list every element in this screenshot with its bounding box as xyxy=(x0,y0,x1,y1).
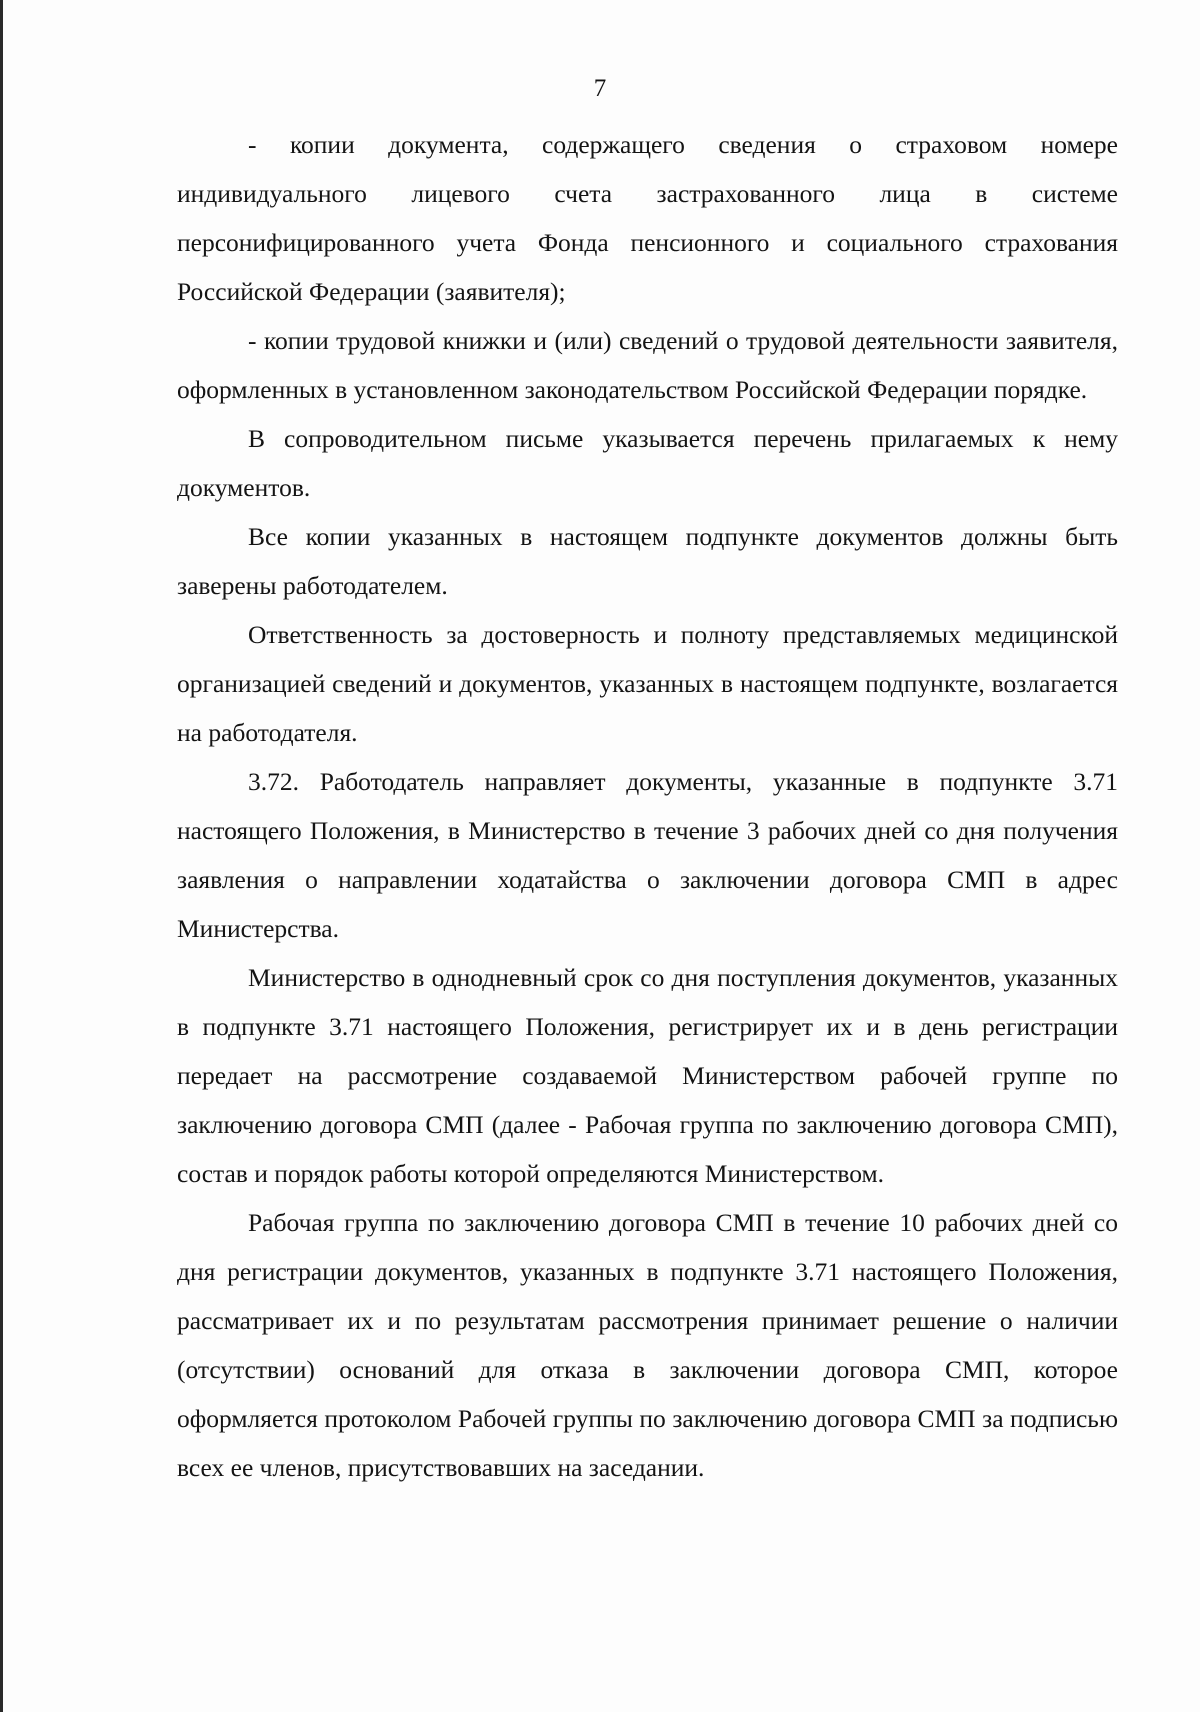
paragraph-ministry-registration: Министерство в однодневный срок со дня поступления документов, указанных в подпункте 3.71 настоящего Положения, регистрирует их и в день регистрации передает на рассмотрение создаваемой Министерством рабочей группе по заключению договора СМП (далее - Рабочая группа по заключению договора СМП), состав и порядок работы которой определяются Министерством. xyxy=(177,963,1118,1188)
paragraph-clause-3-72: 3.72. Работодатель направляет документы, указанные в подпункте 3.71 настоящего Положения, в Министерство в течение 3 рабочих дней со дня получения заявления о направлении ходатайства о заключении договора СМП в адрес Министерства. xyxy=(177,767,1118,943)
scan-edge xyxy=(0,0,3,1712)
paragraph-working-group-decision: Рабочая группа по заключению договора СМП в течение 10 рабочих дней со дня регистрации документов, указанных в подпункте 3.71 настоящего Положения, рассматривает их и по результатам рассмотрения принимает решение о наличии (отсутствии) оснований для отказа в заключении договора СМП, которое оформляется протоколом Рабочей группы по заключению договора СМП за подписью всех ее членов, присутствовавших на заседании. xyxy=(177,1208,1118,1482)
paragraph-snils-copy: - копии документа, содержащего сведения о страховом номере индивидуального лицевого счета застрахованного лица в системе персонифицированного учета Фонда пенсионного и социального страхования Российской Федерации (заявителя); xyxy=(177,130,1118,306)
document-body xyxy=(177,120,1118,1492)
page-number: 7 xyxy=(593,75,607,102)
paragraph-certified-copies: Все копии указанных в настоящем подпункте документов должны быть заверены работодателем. xyxy=(177,522,1118,600)
paragraph-responsibility: Ответственность за достоверность и полноту представляемых медицинской организацией сведений и документов, указанных в настоящем подпункте, возлагается на работодателя. xyxy=(177,620,1118,747)
paragraph-cover-letter: В сопроводительном письме указывается перечень прилагаемых к нему документов. xyxy=(177,424,1118,502)
paragraph-work-book-copy: - копии трудовой книжки и (или) сведений о трудовой деятельности заявителя, оформленных в установленном законодательством Российской Федерации порядке. xyxy=(177,326,1118,404)
